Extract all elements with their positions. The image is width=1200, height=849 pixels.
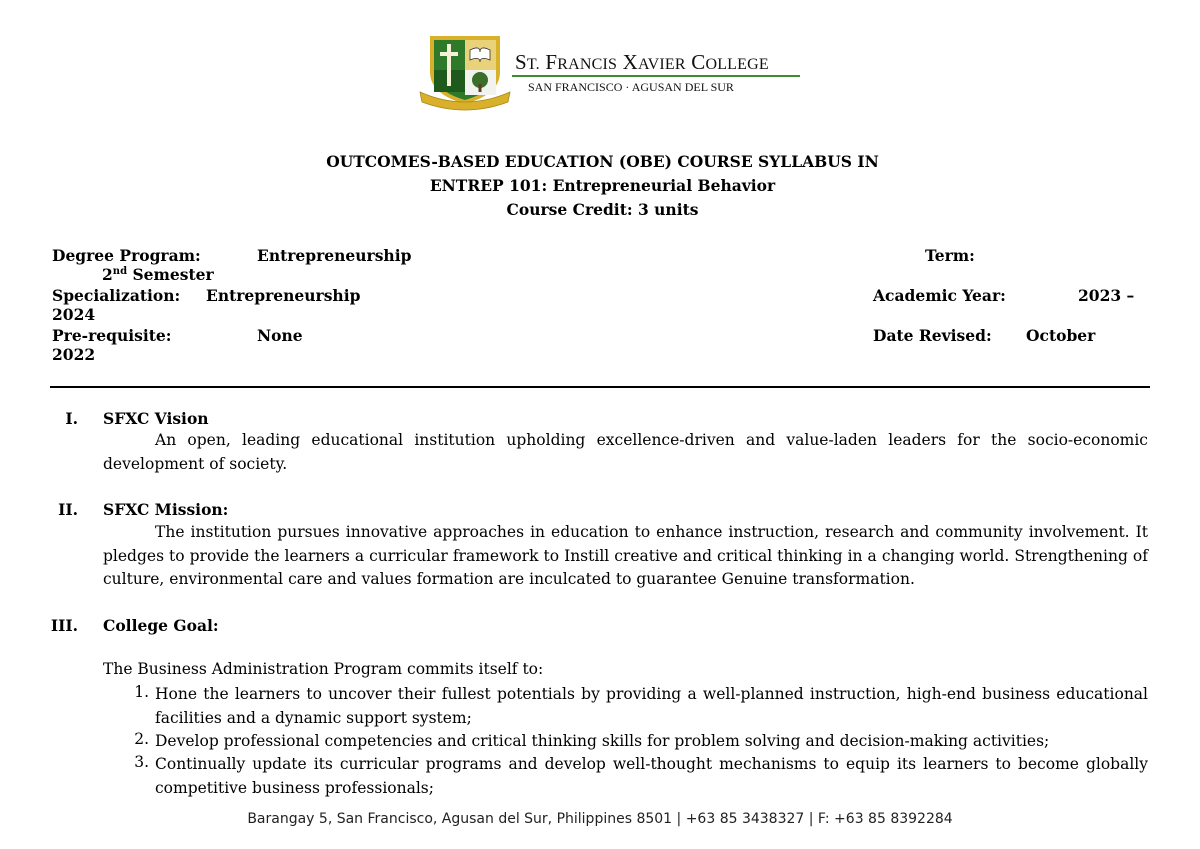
term-label: Term: bbox=[925, 246, 975, 265]
specialization-label: Specialization: bbox=[52, 286, 181, 305]
header-divider bbox=[512, 75, 800, 77]
page-footer: Barangay 5, San Francisco, Agusan del Sur, Philippines 8501 | +63 85 3438327 | F: +63 85 8392284 bbox=[247, 811, 953, 827]
college-name-part: X bbox=[622, 50, 638, 74]
college-name-part: C bbox=[691, 50, 706, 74]
mission-text: The institution pursues innovative approaches in education to enhance instruction, research and community involvement. It pledges to provide the learners a curricular framework to Instill creative and critical thinking in a changing world. Strengthening of culture, environmental care and values formation are inculcated to guarantee Genuine transformation. bbox=[103, 523, 1148, 588]
syllabus-title-line-1: OUTCOMES-BASED EDUCATION (OBE) COURSE SYLLABUS IN bbox=[326, 152, 879, 171]
college-goal-intro: The Business Administration Program commits itself to: bbox=[103, 660, 544, 678]
date-revised-month: October bbox=[1026, 326, 1096, 345]
academic-year-value-start: 2023 – bbox=[1078, 286, 1135, 305]
college-logo bbox=[418, 32, 512, 112]
college-seal-icon bbox=[418, 32, 512, 112]
list-item-number: 3. bbox=[134, 753, 149, 771]
college-address: SAN FRANCISCO · AGUSAN DEL SUR bbox=[528, 80, 734, 94]
section-number: I. bbox=[65, 409, 78, 428]
academic-year-value-end: 2024 bbox=[52, 305, 96, 324]
section-number: II. bbox=[58, 500, 78, 519]
list-item-number: 1. bbox=[134, 683, 149, 701]
college-name-part: S bbox=[515, 50, 527, 74]
term-value-suffix: nd bbox=[112, 265, 128, 277]
college-name-part: T. bbox=[526, 56, 540, 73]
vision-text: An open, leading educational institution upholding excellence-driven and value-laden leaders for the socio-economic development of society. bbox=[103, 431, 1148, 473]
term-value bbox=[102, 265, 214, 284]
mission-heading: SFXC Mission: bbox=[103, 500, 229, 519]
section-number: III. bbox=[50, 616, 78, 635]
degree-program-label: Degree Program: bbox=[52, 246, 201, 265]
prerequisite-value: None bbox=[257, 326, 303, 345]
college-goal-heading: College Goal: bbox=[103, 616, 219, 635]
list-item: Develop professional competencies and critical thinking skills for problem solving and decision-making activities; bbox=[155, 732, 1050, 750]
specialization-value: Entrepreneurship bbox=[206, 286, 361, 305]
academic-year-label: Academic Year: bbox=[873, 286, 1006, 305]
list-item: Hone the learners to uncover their fullest potentials by providing a well-planned instruction, high-end business educational facilities and a dynamic support system; bbox=[155, 685, 1148, 727]
college-name-part: OLLEGE bbox=[705, 56, 769, 73]
date-revised-year: 2022 bbox=[52, 345, 96, 364]
syllabus-title-line-2: ENTREP 101: Entrepreneurial Behavior bbox=[429, 176, 776, 195]
info-divider bbox=[50, 386, 1150, 388]
college-name-part: F bbox=[545, 50, 558, 74]
college-name-part: AVIER bbox=[637, 56, 686, 73]
syllabus-title-line-3: Course Credit: 3 units bbox=[506, 200, 699, 219]
college-name-part: RANCIS bbox=[557, 56, 618, 73]
vision-heading: SFXC Vision bbox=[103, 409, 209, 428]
term-value-text: Semester bbox=[127, 265, 214, 284]
college-name bbox=[515, 50, 769, 75]
degree-program-value: Entrepreneurship bbox=[257, 246, 412, 265]
list-item-number: 2. bbox=[134, 730, 149, 748]
date-revised-label: Date Revised: bbox=[873, 326, 992, 345]
list-item: Continually update its curricular programs and develop well-thought mechanisms to equip its learners to become globally competitive business professionals; bbox=[155, 755, 1148, 797]
prerequisite-label: Pre-requisite: bbox=[52, 326, 172, 345]
term-value-number: 2 bbox=[102, 265, 113, 284]
